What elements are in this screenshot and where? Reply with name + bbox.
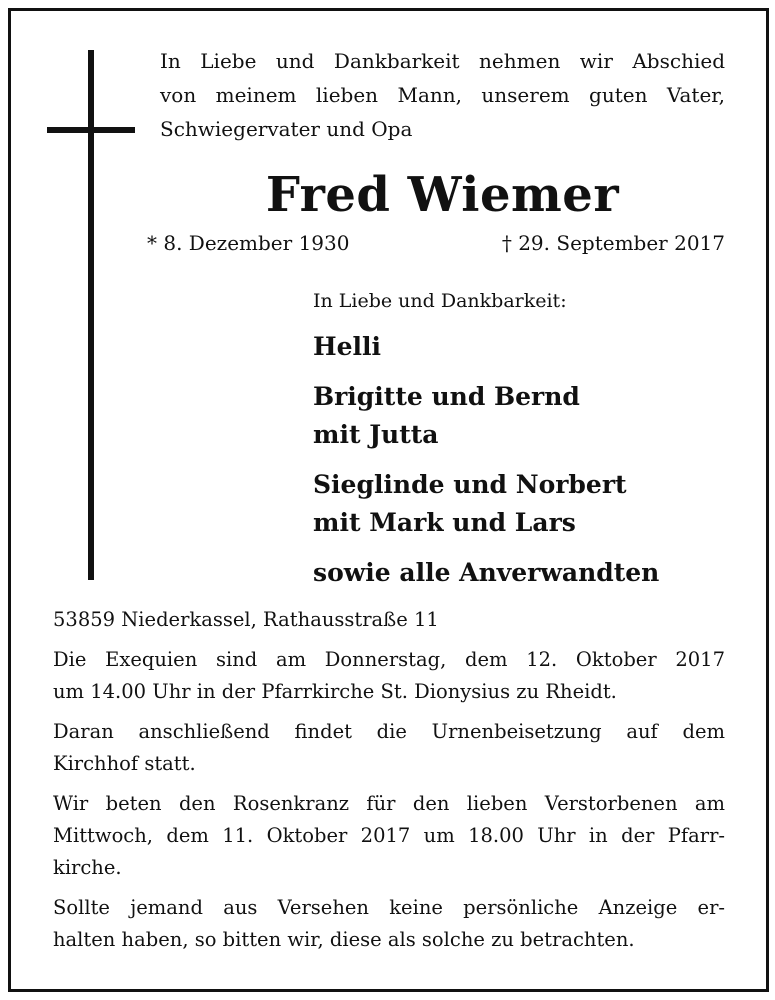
mourner-group [313, 554, 733, 592]
paragraph-line: Wir beten den Rosenkranz für den lieben Verstorbenen am [53, 792, 725, 815]
paragraph-anzeige [53, 892, 725, 956]
paragraph-line: Kirchhof statt. [53, 752, 196, 775]
intro-line: In Liebe und Dankbarkeit nehmen wir Abschied [160, 49, 725, 73]
paragraph-line: Daran anschließend findet die Urnenbeisetzung auf dem [53, 720, 725, 743]
mourner-name: mit Mark und Lars [313, 508, 576, 537]
life-dates [147, 228, 725, 258]
details-text [53, 604, 725, 964]
paragraph-line: Sollte jemand aus Versehen keine persönliche Anzeige er- [53, 896, 725, 919]
intro-line: Schwiegervater und Opa [160, 117, 413, 141]
intro-line: von meinem lieben Mann, unserem guten Vater, [160, 83, 725, 107]
paragraph-line: kirche. [53, 856, 122, 879]
mourner-name: Brigitte und Bernd [313, 382, 580, 411]
mourner-group [313, 378, 733, 454]
mourner-name: Helli [313, 332, 382, 361]
paragraph-rosenkranz [53, 788, 725, 884]
birth-date: * 8. Dezember 1930 [147, 231, 350, 255]
paragraph-urnenbeisetzung [53, 716, 725, 780]
mourner-name: Sieglinde und Norbert [313, 470, 627, 499]
death-date: † 29. September 2017 [501, 231, 725, 255]
paragraph-exequien [53, 644, 725, 708]
mourners-list [313, 328, 733, 604]
address: 53859 Niederkassel, Rathausstraße 11 [53, 608, 439, 631]
paragraph-line: um 14.00 Uhr in der Pfarrkirche St. Dionysius zu Rheidt. [53, 680, 617, 703]
mourner-group [313, 466, 733, 542]
mourner-group [313, 328, 733, 366]
mourner-name: mit Jutta [313, 420, 439, 449]
intro-text [160, 44, 725, 146]
paragraph-line: Mittwoch, dem 11. Oktober 2017 um 18.00 Uhr in der Pfarr- [53, 824, 725, 847]
mourner-name: sowie alle Anverwandten [313, 558, 660, 587]
deceased-name: Fred Wiemer [265, 167, 620, 223]
cross-horizontal-bar [47, 127, 135, 133]
mourners-label: In Liebe und Dankbarkeit: [313, 290, 567, 312]
paragraph-line: Die Exequien sind am Donnerstag, dem 12. Oktober 2017 [53, 648, 725, 671]
paragraph-line: halten haben, so bitten wir, diese als solche zu betrachten. [53, 928, 635, 951]
